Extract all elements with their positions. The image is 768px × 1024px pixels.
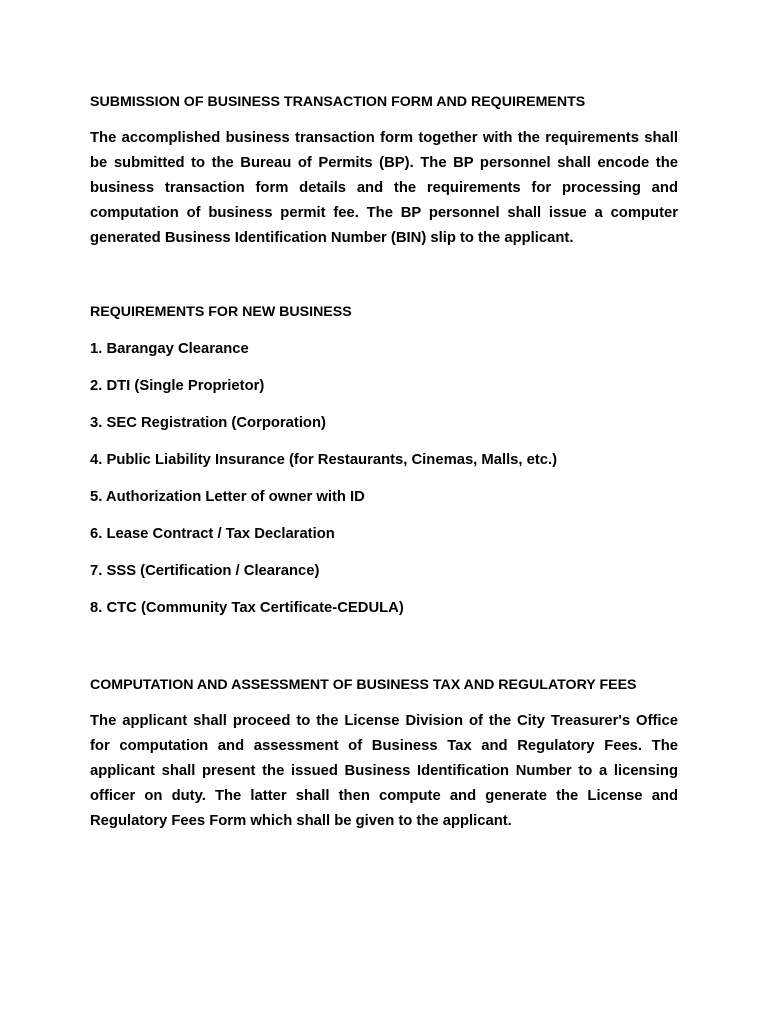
section-heading-requirements: REQUIREMENTS FOR NEW BUSINESS [90,304,352,320]
list-item: 4. Public Liability Insurance (for Restaurants, Cinemas, Malls, etc.) [90,452,558,468]
section-requirements [90,302,678,322]
section-heading-submission: SUBMISSION OF BUSINESS TRANSACTION FORM AND REQUIREMENTS [90,94,586,110]
list-item: 2. DTI (Single Proprietor) [90,378,265,394]
section-paragraph-computation: The applicant shall proceed to the License Division of the City Treasurer's Office for computation and assessment of Business Tax and Regulatory Fees. The applicant shall present the issued Business Identification Number to a licensing officer on duty. The latter shall then compute and generate the License and Regulatory Fees Form which shall be given to the applicant. [90,713,678,829]
list-item: 8. CTC (Community Tax Certificate-CEDULA) [90,600,404,616]
list-item: 1. Barangay Clearance [90,341,249,357]
requirements-list [90,339,678,635]
list-item: 6. Lease Contract / Tax Declaration [90,526,335,542]
section-heading-computation: COMPUTATION AND ASSESSMENT OF BUSINESS TAX AND REGULATORY FEES [90,677,637,693]
list-item: 5. Authorization Letter of owner with ID [90,489,365,505]
list-item: 3. SEC Registration (Corporation) [90,415,326,431]
section-computation-body [90,709,678,834]
section-submission-body [90,126,678,251]
requirements-list-wrapper [90,339,678,635]
section-paragraph-submission: The accomplished business transaction form together with the requirements shall be submitted to the Bureau of Permits (BP). The BP personnel shall encode the business transaction form details and the requirements for processing and computation of business permit fee. The BP personnel shall issue a computer generated Business Identification Number (BIN) slip to the applicant. [90,130,678,246]
section-computation [90,675,678,695]
list-item: 7. SSS (Certification / Clearance) [90,563,320,579]
section-submission [90,92,678,112]
